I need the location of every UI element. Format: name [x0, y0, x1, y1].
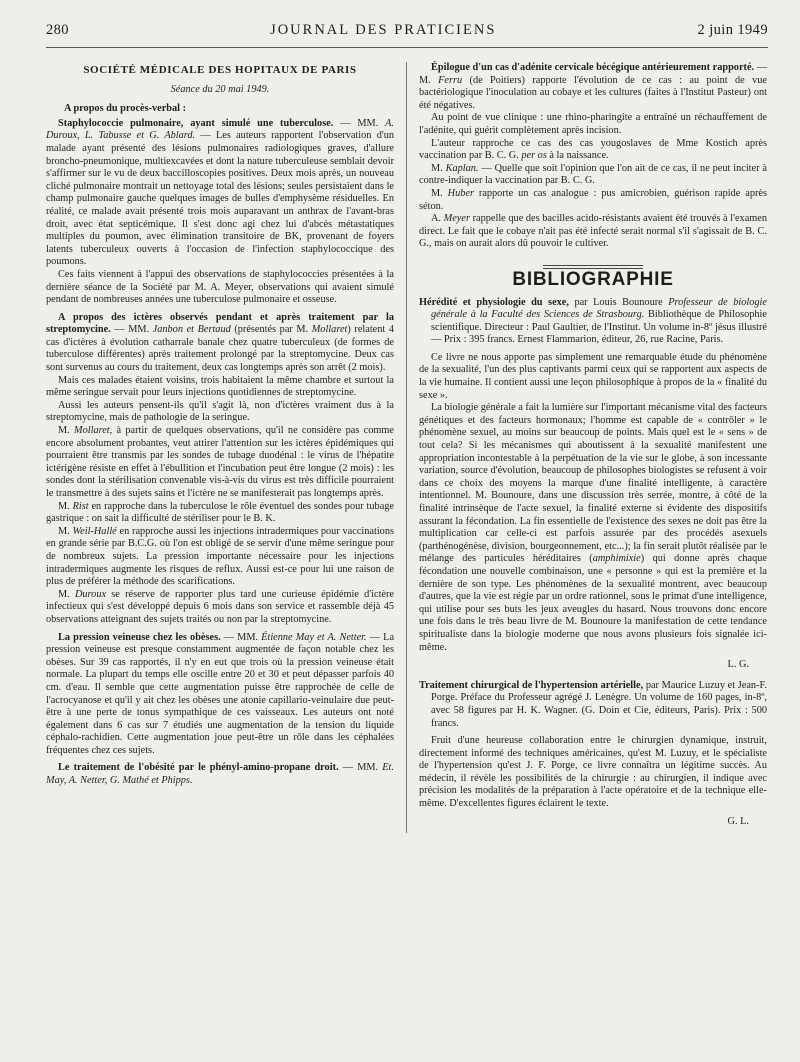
book-entry-heredite: Hérédité et physiologie du sexe, par Louis Bounoure Professeur de biologie générale à la Faculté des Sciences de Strasbourg. Bibliothèque de Philosophie scientifique. Directeur : Paul Gaultier, de l'Institut. Un volume in-8º jésus illustré — Prix : 395 francs. Ernest Flammarion, éditeur, 26, rue Racine, Paris.	[419, 296, 767, 346]
paragraph: Mais ces malades étaient voisins, trois habitaient la même chambre et surtout la même seringue servait pour leurs injections quotidiennes de streptomycine.	[46, 374, 394, 399]
book-entry-hypertension: Traitement chirurgical de l'hypertension artérielle, par Maurice Luzuy et Jean-F. Porge. Préface du Professeur agrégé J. Lenègre. Un volume de 160 pages, in-8º, avec 58 figures par H. K. Wagner. (G. Doin et Cie, éditeurs, Paris). Prix : 500 francs.	[419, 679, 767, 729]
seance-date: Séance du 20 mai 1949.	[170, 83, 270, 95]
paragraph: M. Rist en rapproche dans la tuberculose le rôle éventuel des sondes pour tubage gastrique : on sait la difficulté de stériliser pour le B. K.	[46, 500, 394, 525]
right-column	[407, 62, 767, 833]
page-number: 280	[46, 22, 69, 38]
review-paragraph: Ce livre ne nous apporte pas simplement une remarquable étude du phénomène de la sexualité, l'un des plus captivants parmi ceux qui se rapportent aux aspects de la vie humaine. Il contient aussi une leçon philosophique à propos de la « finalité du sexe ».	[419, 351, 767, 401]
paragraph: A. Meyer rappelle que des bacilles acido-résistants avaient été trouvés à l'examen direct. Le fait que le cobaye n'ait pas été infecté serait normal s'il s'agissait de B. C. G., mais on aurait alors dû pouvoir le cultiver.	[419, 213, 767, 250]
reviewer-signature: G. L.	[727, 815, 749, 827]
article-pression-veineuse: La pression veineuse chez les obèses. — MM. Étienne May et A. Netter. — La pression veineuse est presque constamment augmentée de façon notable chez les obèses. Sur 39 cas rapportés, il n'y en eut que trois où la pression veineuse était normale. La plupart du temps elle oscille entre 20 et 30 et peut dépasser parfois 40 cm. d'eau. Il semble que cette augmentation puisse être rapprochée de celle de l'acrocyanose et qu'il y ait chez les obèses une atonie capillario-veinulaire due peut-être à une perte de tonus sympathique de ces vaisseaux. Les auteurs ont noté également dans 6 cas sur 7 étudiés une augmentation de la tension du liquide céphalo-rachidien. Cette augmentation joue peut-être un rôle dans les céphalées fréquentes chez ces sujets.	[46, 631, 395, 756]
review-paragraph: La biologie générale a fait la lumière sur l'important mécanisme vital des facteurs génétiques et des facteurs hormonaux; l'homme est capable de « contrôler » le phénomène sexuel, au moins sur beaucoup de points. Mais quel est le « sens » de tout cela? Si les mécanismes qui aboutissent à la sexualité manifestent une appropriation incontestable à la perpétuation de la vie sur le globe, à son incessante variation, source d'évolution, beaucoup de philosophes biologistes se refusent à voir dans ce choix des moyens la marque d'une finalité intelligente, à caractère intentionnel. M. Bounoure, dans une discussion très serrée, montre, à côté de la finalité intrinsèque de l'acte sexuel, la finalité externe si évidente des dispositifs assurant la fécondation. La fin essentielle de l'existence des sexes ne doit pas être la multiplication car celle-ci est parfois assurée par des procédés asexuels (parthénogénèse, division, bourgeonnement, etc...); la fin serait plutôt réalisée par le mélange des particules héréditaires (amphimixie) qui donne après chaque fécondation une nouvelle combinaison, une « personne » qui est la première et la dernière de son type. Les phénomènes de la sexualité montrent, avec beaucoup d'autres, que la vie est régie par un ordre rationnel, sous le primat d'une intelligence, qui utilise pour ses buts les jeux aveugles du hasard. Nous trouvons donc encore une fois dans le très beau livre de M. Bounoure la manifestation de cette tendance spiritualiste dans la biologie moderne que nous avons plusieurs fois signalée ici-même.	[419, 402, 767, 653]
journal-title: JOURNAL DES PRATICIENS	[270, 22, 497, 38]
paragraph: M. Weil-Hallé en rapproche aussi les injections intradermiques pour vaccinations en grande série par B.C.G. où l'on est obligé de se servir d'une même seringue pour de nombreux sujets. La pression importante nécessaire pour les injections intradermiques augmente les risques de reflux. Aussi est-ce pour lui une raison de plus de préférer la méthode des scarifications.	[46, 525, 394, 588]
bibliography-title: BIBLIOGRAPHIE	[512, 268, 674, 290]
article-adenite: Épilogue d'un cas d'adénite cervicale bécégique antérieurement rapporté. — M. Ferru (de Poitiers) rapporte l'évolution de ce cas : au point de vue bactériologique l'inoculation au cobaye et les cultures (faites à l'Institut Pasteur) ont été négatives.	[419, 62, 767, 111]
paragraph: L'auteur rapproche ce cas des cas yougoslaves de Mme Kostich après vaccination par B. C. G. per os à la naissance.	[419, 137, 767, 162]
paragraph: M. Kaplan. — Quelle que soit l'opinion que l'on ait de ce cas, il ne peut inciter à contre-indiquer la vaccination par B. C. G.	[419, 162, 767, 187]
paragraph: M. Mollaret, à partir de quelques observations, qu'il ne considère pas comme encore absolument probantes, veut attirer l'attention sur les ictères épidémiques qui pourraient être transmis par les sondes de tubage duodénal : le virus de l'hépatite ictérigène résiste en effet à l'ébullition et l'incubation peut être longue (2 mois) : les sondes dont la stérilisation convenable vis-à-vis du virus est très difficile pourraient le transmettre à des sujets sains et l'ictère ne se manifesterait pas longtemps après.	[46, 425, 394, 499]
paragraph: Ces faits viennent à l'appui des observations de staphylococcies présentées à la dernière séance de la Société par M. A. Meyer, observations qui avaient simulé pendant de nombreuses années une tuberculose pulmonaire et osseuse.	[46, 268, 394, 306]
issue-date: 2 juin 1949	[697, 22, 768, 38]
article-icteres: A propos des ictères observés pendant et après traitement par la streptomycine. — MM. Janbon et Bertaud (présentés par M. Mollaret) relatent 4 cas d'ictères à évolution catharrale banale chez quatre tuberculeux (de formes de tuberculose différentes) après traitement prolongé par la streptomycine. Deux cas sont survenus au cours du traitement, deux cas longtemps après son arrêt (2 mois).	[46, 311, 394, 374]
review-paragraph: Fruit d'une heureuse collaboration entre le chirurgien dynamique, instruit, directement informé des techniques américaines, qu'est M. Luzuy, et le spécialiste de l'hypertension qu'est J. F. Porge, ce livre connaîtra un légitime succès. Au médecin, il révèle les possibilités de la chirurgie : au chirurgien, il indique avec précision les modalités de la préparation à l'acte opératoire et de la technique elle-même. D'excellentes figures éclairent le texte.	[419, 735, 767, 810]
section-title: SOCIÉTÉ MÉDICALE DES HOPITAUX DE PARIS	[83, 64, 357, 76]
paragraph: M. Duroux se réserve de rapporter plus tard une curieuse épidémie d'ictère infectieux qui s'est développé depuis 6 mois dans son service et rassemble déjà 45 observations atteignant des sujets traités ou non par la streptomycine.	[46, 588, 394, 625]
article-staphylococcie: Staphylococcie pulmonaire, ayant simulé une tuberculose. — MM. A. Duroux, L. Tabusse et G. Ablard. — Les auteurs rapportent l'observation d'un malade ayant présenté des lésions pulmonaires radiologiques graves, d'allure broncho-pneumonique, multiexcavées et dont la nature tuberculeuse semblait devoir s'affirmer sur le vu de deux baccilloscopies positives. Deux mois après, un nouveau cliché pulmonaire montrait un nettoyage total des lésions; seules persistaient dans le champ pulmonaire gauche quelques images de bulles d'emphysème résiduelles. En réalité, ce malade avait présenté trois mois auparavant un anthrax de l'avant-bras droit, avec état septicémique. Il s'est donc agi chez lui d'abcès métastatiques multiples du poumon, avec élimination transitoire de BK, provenant de foyers latents tuberculeux ouverts à l'occasion de l'infection staphylococcique des poumons.	[46, 117, 395, 268]
paragraph: M. Huber rapporte un cas analogue : pus amicrobien, guérison rapide après séton.	[419, 187, 768, 212]
paragraph: Aussi les auteurs pensent-ils qu'il s'agit là, non d'ictères vraiment dus à la streptomycine, mais de pathologie de la seringue.	[46, 399, 394, 424]
bibliography-heading	[419, 265, 767, 290]
left-column	[46, 62, 407, 833]
paragraph: Au point de vue clinique : une rhino-pharingite a entraîné un réchauffement de l'adénite, qui guérit complètement après incision.	[419, 112, 767, 136]
page-header	[46, 22, 768, 48]
reviewer-signature: L. G.	[727, 659, 749, 671]
article-obesite: Le traitement de l'obésité par le phényl-amino-propane droit. — MM. Et. May, A. Netter, G. Mathé et Phipps.	[46, 762, 394, 787]
subheading-proces-verbal: A propos du procès-verbal :	[64, 103, 187, 115]
